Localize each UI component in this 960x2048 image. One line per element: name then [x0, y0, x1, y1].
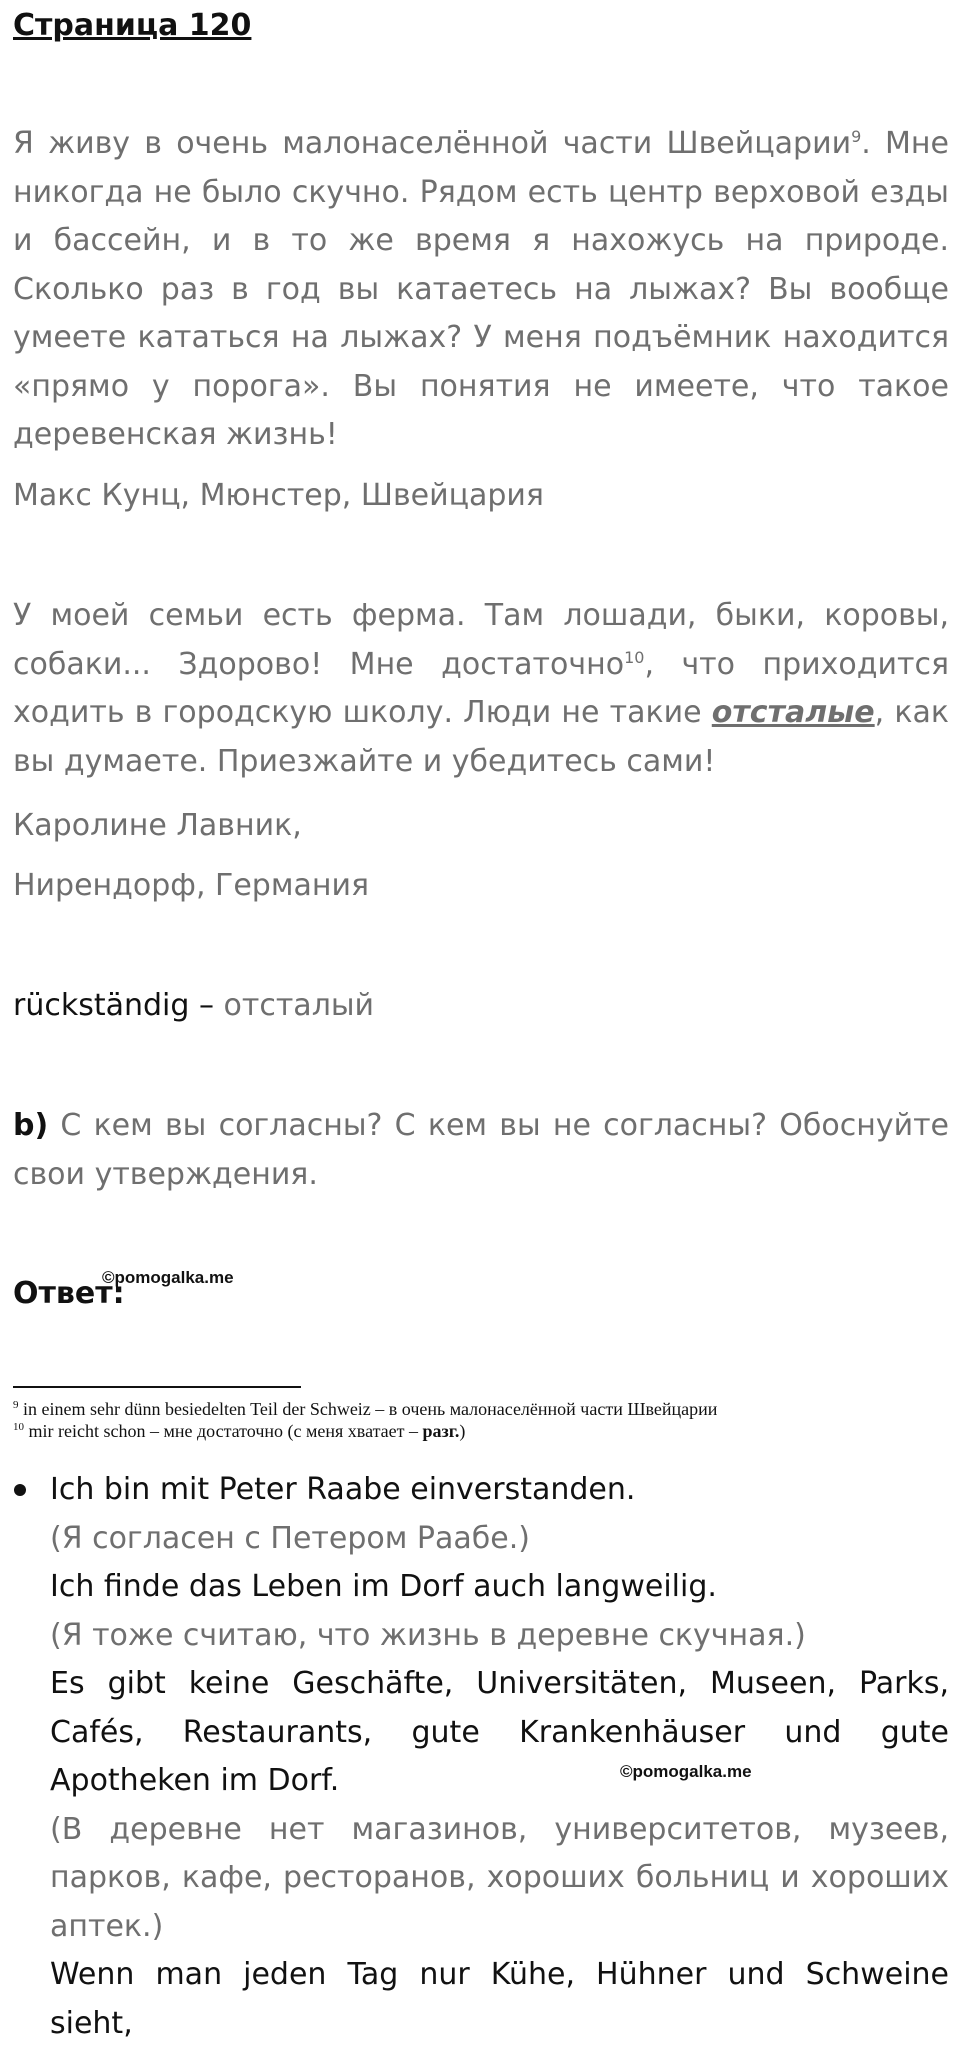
answer-ru-3: (В деревне нет магазинов, университетов, музеев, парков, кафе, ресторанов, хороших больниц и хороших аптек.): [50, 1811, 949, 1944]
vocab-translation: отсталый: [213, 988, 375, 1023]
answer-de-4: Wenn man jeden Tag nur Kühe, Hühner und Schweine sieht,: [50, 1957, 949, 2041]
footnote-bold-text: разг.: [422, 1421, 460, 1441]
footnote-text: mir reicht schon – мне достаточно (с меня хватает –: [24, 1421, 423, 1441]
watermark: ©pomogalka.me: [102, 1268, 234, 1287]
answer-ru-1: (Я согласен с Петером Раабе.): [50, 1520, 530, 1556]
footnote-number: 9: [13, 1399, 19, 1411]
footnote-text-end: ): [459, 1421, 466, 1441]
footnote-9: [13, 1398, 717, 1420]
author-caroline-line2: Нирендорф, Германия: [13, 868, 370, 903]
vocab-word: rückständig –: [13, 988, 214, 1023]
paragraph-text: Я живу в очень малонаселённой части Швейцарии: [13, 126, 852, 161]
footnote-ref-10: 10: [624, 647, 645, 667]
keyword-otstalye: отсталые: [711, 695, 875, 730]
vocab-entry: [13, 986, 949, 1026]
answer-ru-2: (Я тоже считаю, что жизнь в деревне скучная.): [50, 1617, 806, 1653]
task-b-text: С кем вы согласны? С кем вы не согласны? Обоснуйте свои утверждения.: [13, 1108, 949, 1192]
task-b-label: b): [13, 1108, 49, 1143]
paragraph-text-continued: , что приходится ходить в городскую школу. Люди не такие: [13, 646, 949, 730]
answer-de-3: Es gibt keine Geschäfte, Universitäten, Museen, Parks, Cafés, Restaurants, gute Krankenhäuser und gute Apotheken im Dorf.: [50, 1666, 949, 1798]
footnote-ref-9: 9: [851, 127, 862, 146]
author-caroline-line1: Каролине Лавник,: [13, 808, 302, 843]
footnote-10: [13, 1420, 465, 1442]
page-title: Страница 120: [13, 8, 252, 43]
footnote-text: in einem sehr dünn besiedelten Teil der Schweiz – в очень малонаселённой части Швейцарии: [18, 1399, 718, 1419]
answer-label: Ответ:: [13, 1276, 125, 1311]
paragraph-text-continued: . Мне никогда не было скучно. Рядом есть центр верховой езды и бассейн, и в то же время я нахожусь на природе. Сколько раз в год вы катаетесь на лыжах? Вы вообще умеете кататься на лыжах? У меня подъёмник находится «прямо у порога». Вы понятия не имеете, что такое деревенская жизнь!: [13, 126, 949, 452]
task-b: [13, 1102, 949, 1199]
paragraph-text-end: , как вы думаете. Приезжайте и убедитесь сами!: [13, 695, 949, 779]
paragraph-max-kunz: [13, 120, 949, 460]
paragraph-text: У моей семьи есть ферма. Там лошади, быки, коровы, собаки... Здорово! Мне достаточно: [13, 598, 949, 682]
answer-de-2: Ich finde das Leben im Dorf auch langweilig.: [50, 1569, 717, 1604]
answer-text: [50, 1466, 949, 2048]
answer-de-1: Ich bin mit Peter Raabe einverstanden.: [50, 1472, 636, 1507]
watermark-2: ©pomogalka.me: [620, 1762, 752, 1781]
footnote-divider: [13, 1386, 301, 1388]
footnote-number: 10: [13, 1421, 24, 1433]
paragraph-caroline-lawnik: [13, 592, 949, 786]
bullet-dot-icon: [14, 1484, 26, 1496]
author-max-kunz: Макс Кунц, Мюнстер, Швейцария: [13, 478, 544, 513]
